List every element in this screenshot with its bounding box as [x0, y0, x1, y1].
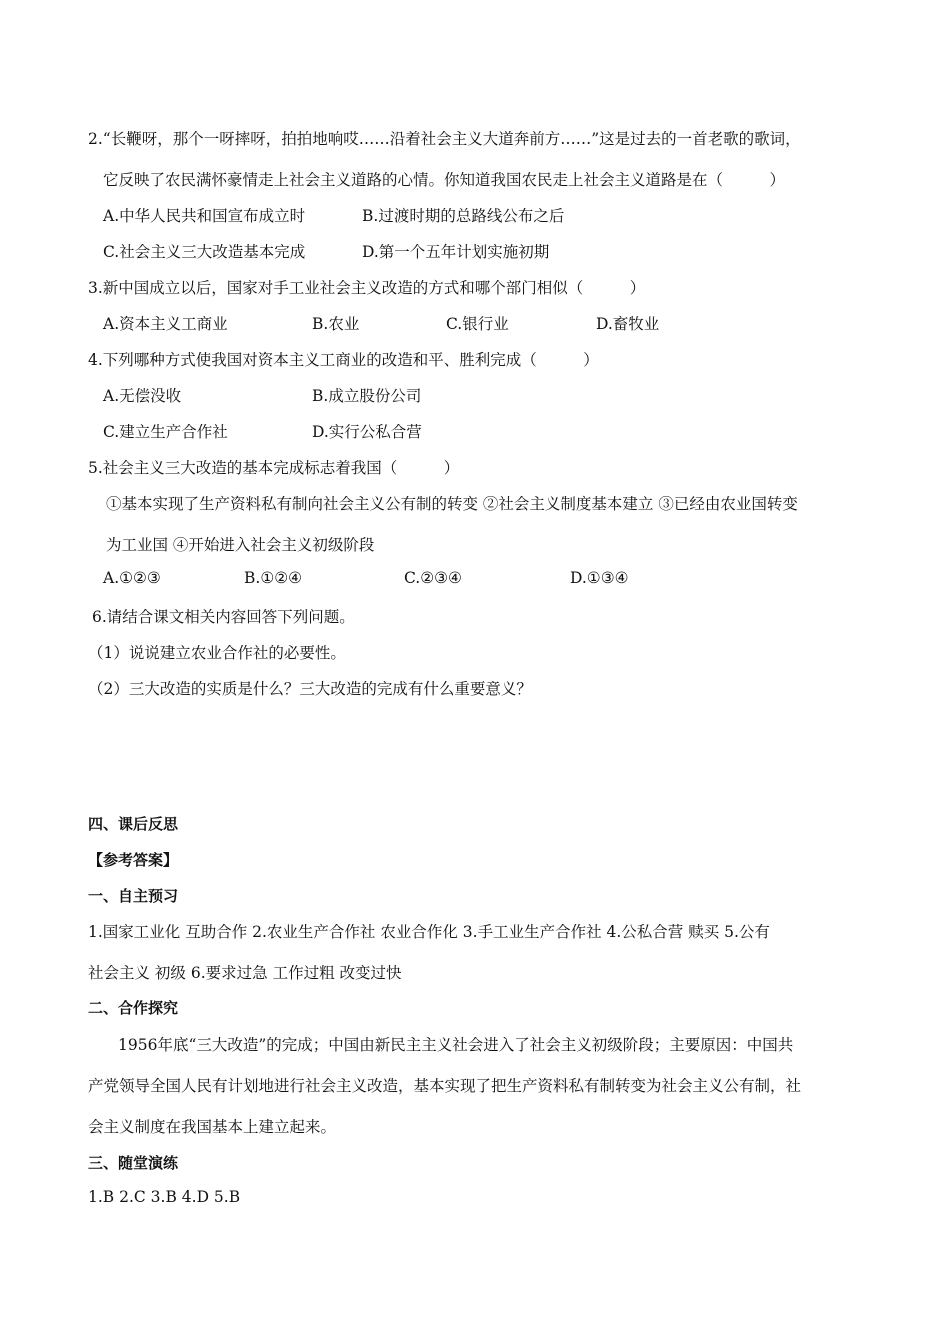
answers-section2-line3: 会主义制度在我国基本上建立起来。 [88, 1118, 337, 1136]
answers-section2-heading: 二、合作探究 [88, 999, 179, 1017]
q5-option-a: A.①②③ [103, 569, 161, 587]
q2-options-row2 [0, 240, 950, 262]
q2-option-c: C.社会主义三大改造基本完成 [103, 243, 306, 261]
answers-heading: 【参考答案】 [88, 851, 179, 869]
q5-option-b: B.①②④ [244, 569, 303, 587]
answers-section1-heading: 一、自主预习 [88, 887, 179, 905]
q6-part2: （2）三大改造的实质是什么？三大改造的完成有什么重要意义？ [88, 680, 532, 698]
q3-option-d: D.畜牧业 [596, 315, 660, 333]
q3-option-c: C.银行业 [446, 315, 509, 333]
q4-option-b: B.成立股份公司 [312, 387, 422, 405]
reflection-heading: 四、课后反思 [88, 815, 179, 833]
q2-options-row1 [0, 204, 950, 226]
q3-stem: 3.新中国成立以后，国家对手工业社会主义改造的方式和哪个部门相似（ ） [88, 279, 646, 297]
q3-option-a: A.资本主义工商业 [103, 315, 228, 333]
q5-option-c: C.②③④ [404, 569, 462, 587]
q2-stem-line2: 它反映了农民满怀豪情走上社会主义道路的心情。你知道我国农民走上社会主义道路是在（ ） [103, 171, 786, 189]
q4-option-a: A.无偿没收 [103, 387, 182, 405]
answers-section1-line1: 1.国家工业化 互助合作 2.农业生产合作社 农业合作化 3.手工业生产合作社 4.公私合营 赎买 5.公有 [88, 923, 770, 941]
q4-stem: 4.下列哪种方式使我国对资本主义工商业的改造和平、胜利完成（ ） [88, 351, 599, 369]
answers-section1-line2: 社会主义 初级 6.要求过急 工作过粗 改变过快 [88, 964, 402, 982]
answers-section3-line1: 1.B 2.C 3.B 4.D 5.B [88, 1188, 241, 1206]
q3-options [0, 312, 950, 334]
q5-stem: 5.社会主义三大改造的基本完成标志着我国（ ） [88, 459, 460, 477]
q4-options-row2 [0, 420, 950, 442]
answers-section3-heading: 三、随堂演练 [88, 1154, 179, 1172]
q2-option-d: D.第一个五年计划实施初期 [362, 243, 550, 261]
answers-section2-line2: 产党领导全国人民有计划地进行社会主义改造，基本实现了把生产资料私有制转变为社会主义公有制，社 [88, 1077, 802, 1095]
q2-option-b: B.过渡时期的总路线公布之后 [362, 207, 565, 225]
q4-option-c: C.建立生产合作社 [103, 423, 228, 441]
q4-options-row1 [0, 384, 950, 406]
q5-option-d: D.①③④ [570, 569, 629, 587]
q3-option-b: B.农业 [312, 315, 360, 333]
q4-option-d: D.实行公私合营 [312, 423, 422, 441]
q6-part1: （1）说说建立农业合作社的必要性。 [88, 644, 346, 662]
answers-section2-line1: 1956年底“三大改造”的完成；中国由新民主主义社会进入了社会主义初级阶段；主要原因：中国共 [118, 1036, 794, 1054]
q6-stem: 6.请结合课文相关内容回答下列问题。 [92, 608, 355, 626]
q5-items-line1: ①基本实现了生产资料私有制向社会主义公有制的转变 ②社会主义制度基本建立 ③已经由农业国转变 [106, 495, 798, 513]
q5-options [0, 569, 950, 591]
q2-stem-line1: 2.“长鞭呀，那个一呀摔呀，拍拍地响哎……沿着社会主义大道奔前方……”这是过去的一首老歌的歌词， [88, 130, 801, 148]
q5-items-line2: 为工业国 ④开始进入社会主义初级阶段 [106, 536, 375, 554]
q2-option-a: A.中华人民共和国宣布成立时 [103, 207, 306, 225]
